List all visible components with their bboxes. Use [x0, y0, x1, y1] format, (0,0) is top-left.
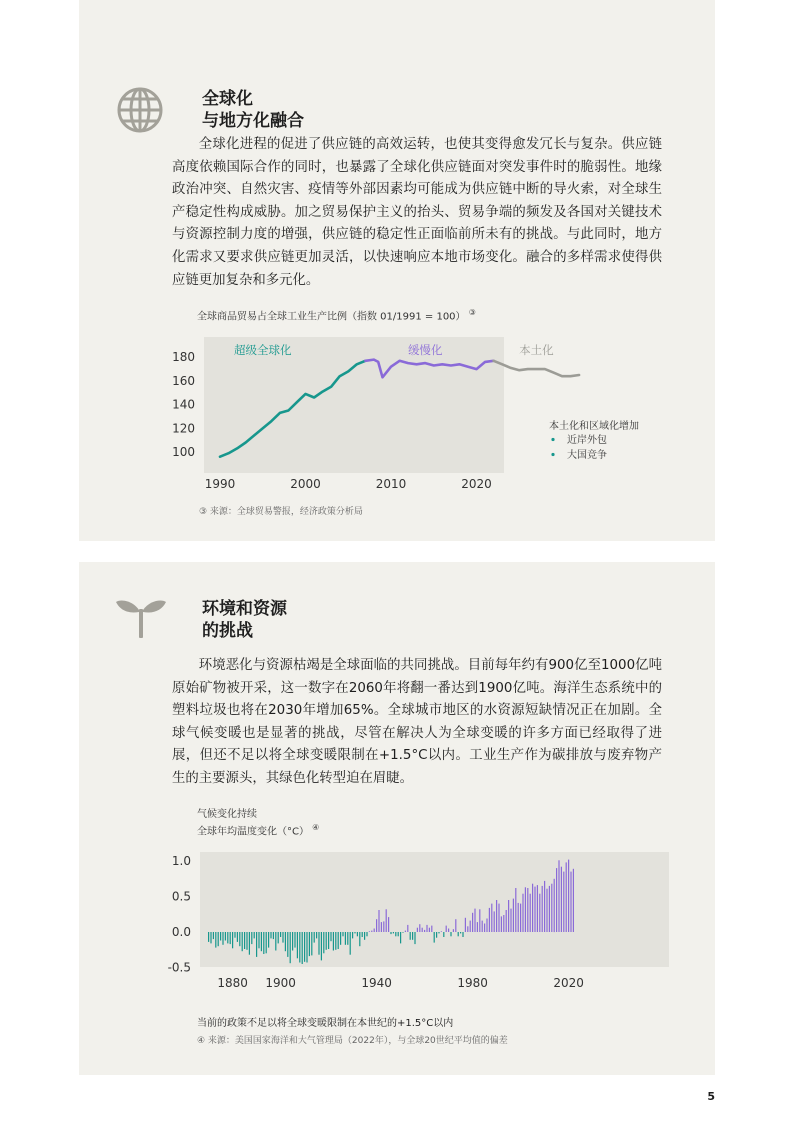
bar [448, 929, 449, 933]
bar [503, 915, 504, 932]
bar [366, 932, 367, 936]
bar [294, 932, 295, 948]
chart-note: 当前的政策不足以将全球变暖限制在本世纪的+1.5°C以内 [197, 1018, 454, 1029]
bar [234, 932, 235, 938]
bar [527, 888, 528, 932]
bar [386, 909, 387, 932]
bar [345, 932, 346, 945]
chart-caption-text: 全球年均温度变化（°C） [197, 826, 309, 838]
bar [246, 932, 247, 950]
bar [273, 932, 274, 939]
x-tick-label: 2020 [553, 976, 584, 990]
bar [467, 926, 468, 932]
bar [393, 932, 394, 933]
bar [237, 932, 238, 942]
bar [510, 909, 511, 932]
bar [338, 932, 339, 949]
bar [561, 867, 562, 932]
y-tick-label: 180 [172, 350, 195, 365]
bar [518, 903, 519, 932]
bar [275, 932, 276, 951]
x-tick-label: 2010 [375, 477, 407, 491]
bar [558, 860, 559, 932]
bar [458, 932, 459, 936]
bar [304, 932, 305, 962]
bar [323, 932, 324, 953]
footnote-ref: ④ [312, 823, 320, 832]
bar [282, 932, 283, 943]
legend-title: 本土化和区域化增加 [549, 421, 639, 432]
bar [340, 932, 341, 945]
section-body-text: 全球化进程的促进了供应链的高效运转，也使其变得愈发冗长与复杂。供应链高度依赖国际合作的同时，也暴露了全球化供应链面对突发事件时的脆弱性。地缘政治冲突、自然灾害、疫情等外部因素均可能成为供应链中断的导火索，对全球生产稳定性构成威胁。加之贸易保护主义的抬头、贸易争端的频发及各国对关键技术与资源控制力度的增强，供应链的稳定性正面临前所未有的挑战。与此同时，地方化需求又要求供应链更加灵活，以快速响应本地市场变化。融合的多样需求使得供应链更加复杂和多元化。 [172, 137, 662, 288]
bar [419, 924, 420, 932]
bar [268, 932, 269, 948]
bar [508, 900, 509, 932]
bar [309, 932, 310, 956]
bar [381, 922, 382, 932]
bar [390, 932, 391, 934]
bar [429, 928, 430, 932]
bar [556, 868, 557, 932]
bar [424, 930, 425, 932]
bar [470, 921, 471, 932]
bar [395, 932, 396, 936]
bar [258, 932, 259, 948]
bar [546, 889, 547, 932]
bar [290, 932, 291, 963]
bar [383, 921, 384, 932]
bar [316, 932, 317, 938]
y-tick-label: 140 [172, 397, 195, 412]
x-tick-label: 1880 [217, 976, 248, 990]
bar [520, 904, 521, 932]
bar [443, 932, 444, 937]
bar [215, 932, 216, 948]
bar [369, 931, 370, 932]
bar [407, 925, 408, 932]
bar [400, 932, 401, 943]
bar [462, 932, 463, 937]
bar [530, 894, 531, 932]
plot-background [200, 852, 669, 967]
bar [417, 928, 418, 932]
bar [306, 932, 307, 963]
bar [299, 932, 300, 963]
bar [566, 862, 567, 932]
bar [278, 932, 279, 943]
chart-caption-line1: 气候变化持续 [197, 809, 257, 820]
footnote-ref: ③ [468, 308, 476, 317]
x-tick-label: 2000 [290, 477, 321, 491]
bar [501, 916, 502, 932]
x-tick-label: 1940 [361, 976, 392, 990]
x-tick-label: 1900 [265, 976, 296, 990]
x-tick-label: 1990 [204, 477, 236, 491]
bar [374, 929, 375, 933]
bar [285, 932, 286, 951]
x-tick-label: 1980 [457, 976, 488, 990]
bar [472, 913, 473, 932]
bar [482, 921, 483, 932]
bar [352, 932, 353, 938]
section-title-line1: 环境和资源 [202, 599, 287, 619]
bar [402, 932, 403, 933]
bar [302, 932, 303, 964]
bar [498, 904, 499, 932]
section-body-text: 环境恶化与资源枯竭是全球面临的共同挑战。目前每年约有900亿至1000亿吨原始矿物被开采，这一数字在2060年将翻一番达到1900亿吨。海洋生态系统中的塑料垃圾也将在2030年增加65%。全球城市地区的水资源短缺情况正在加剧。全球气候变暖也是显著的挑战，尽管在解决人为全球变暖的许多方面已经取得了进展，但还不足以将全球变暖限制在+1.5°C以内。工业生产作为碳排放与废弃物产生的主要源头，其绿色化转型迫在眉睫。 [172, 658, 662, 786]
bar [227, 932, 228, 943]
bar [208, 932, 209, 942]
bar [376, 919, 377, 932]
bar [438, 932, 439, 933]
bar [350, 932, 351, 955]
bar [414, 932, 415, 944]
bar [218, 932, 219, 946]
bar [292, 932, 293, 951]
bar [225, 932, 226, 941]
y-tick-label: -0.5 [167, 960, 191, 975]
bar [474, 909, 475, 932]
bar [263, 932, 264, 954]
bar [261, 932, 262, 951]
bar [311, 932, 312, 955]
bar [249, 932, 250, 955]
bar [333, 932, 334, 951]
bar [544, 881, 545, 932]
bar [256, 932, 257, 957]
bar [477, 922, 478, 932]
bar [410, 932, 411, 940]
bar [328, 932, 329, 949]
chart-source: ③ 来源：全球贸易警报，经济政策分析局 [199, 507, 363, 517]
bar [506, 910, 507, 932]
bar [347, 932, 348, 945]
bar [287, 932, 288, 957]
period-label: 本土化 [519, 343, 554, 357]
bar [479, 909, 480, 932]
bar [251, 932, 252, 944]
bar [371, 931, 372, 932]
period-label: 超级全球化 [234, 343, 292, 357]
section-title-line2: 的挑战 [202, 621, 253, 641]
chart-caption-text: 全球商品贸易占全球工业生产比例（指数 01/1991 = 100） [197, 311, 466, 323]
bar [542, 886, 543, 932]
chart-source: ④ 来源：美国国家海洋和大气管理局（2022年），与全球20世纪平均值的偏差 [197, 1036, 508, 1046]
bar [398, 932, 399, 936]
bar [297, 932, 298, 958]
period-label: 缓慢化 [407, 343, 443, 357]
bar [213, 932, 214, 939]
bar [563, 872, 564, 932]
x-tick-label: 2020 [461, 477, 492, 491]
bar [513, 899, 514, 932]
bar [210, 932, 211, 943]
bar [280, 932, 281, 937]
bar [554, 879, 555, 932]
bar [244, 932, 245, 949]
legend-item: 近岸外包 [567, 435, 607, 446]
bar [489, 908, 490, 932]
bar [378, 910, 379, 932]
bar [515, 888, 516, 932]
bar [436, 932, 437, 938]
bar [314, 932, 315, 943]
bar [434, 932, 435, 943]
y-tick-label: 1.0 [171, 854, 191, 868]
bar [388, 917, 389, 932]
bar [230, 932, 231, 944]
y-tick-label: 0.0 [171, 925, 191, 939]
bar [551, 884, 552, 932]
y-tick-label: 0.5 [171, 889, 191, 904]
bar [496, 900, 497, 932]
bar [321, 932, 322, 960]
y-tick-label: 160 [172, 373, 195, 388]
y-tick-label: 100 [172, 445, 195, 459]
bar [522, 894, 523, 932]
bar [362, 932, 363, 937]
bar [534, 887, 535, 932]
bar [532, 884, 533, 932]
section-title-line1: 全球化 [202, 89, 253, 109]
bar [232, 932, 233, 948]
legend-item: 大国竞争 [567, 450, 607, 461]
bar [484, 924, 485, 933]
bar [342, 932, 343, 936]
bar [222, 932, 223, 945]
bar [549, 886, 550, 932]
bar [326, 932, 327, 950]
bar [491, 904, 492, 932]
bar [465, 918, 466, 932]
bar [364, 932, 365, 940]
bar [460, 932, 461, 933]
bar [539, 894, 540, 932]
y-tick-label: 120 [172, 421, 195, 436]
bar [266, 932, 267, 953]
bar [412, 932, 413, 940]
bar [422, 928, 423, 932]
bar [405, 931, 406, 932]
bar [441, 931, 442, 932]
bar [450, 932, 451, 936]
bar [335, 932, 336, 950]
bar [330, 932, 331, 941]
section-title-line2: 与地方化融合 [202, 111, 304, 131]
bar [573, 869, 574, 932]
page-number: 5 [707, 1090, 715, 1103]
bar [357, 932, 358, 936]
bar [254, 932, 255, 938]
bar [354, 932, 355, 933]
bar [426, 925, 427, 932]
bar [446, 926, 447, 932]
bar [318, 932, 319, 955]
bar [486, 919, 487, 933]
bar [537, 885, 538, 932]
bar [220, 932, 221, 941]
bar [455, 919, 456, 932]
bar [242, 932, 243, 951]
bar [525, 887, 526, 932]
bar [570, 872, 571, 932]
bar [431, 926, 432, 932]
bar [239, 932, 240, 946]
bar [494, 911, 495, 932]
bar [359, 932, 360, 946]
bar [270, 932, 271, 938]
bar [568, 860, 569, 932]
bar [453, 929, 454, 932]
